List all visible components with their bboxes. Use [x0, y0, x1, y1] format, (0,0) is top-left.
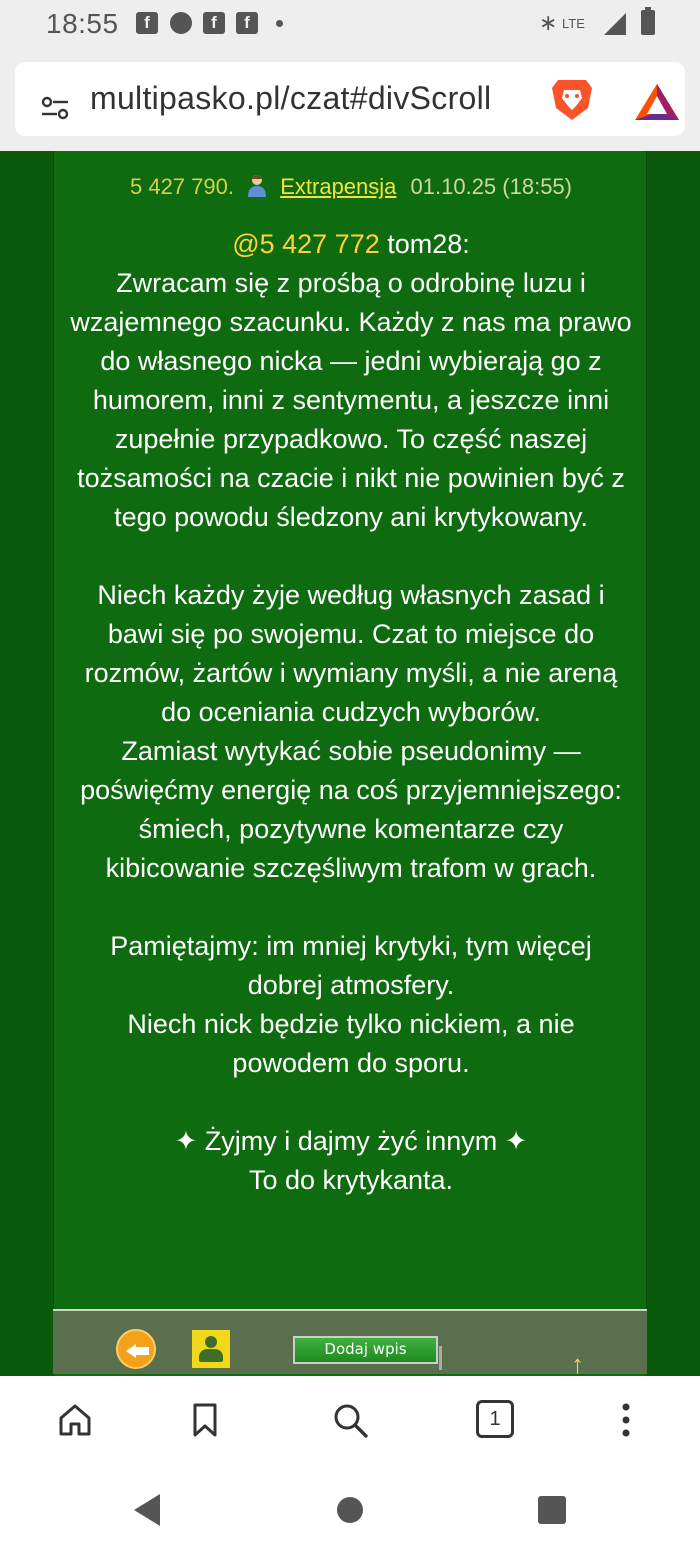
facebook-icon: f — [236, 12, 258, 34]
messenger-icon — [170, 12, 192, 34]
system-nav-bar — [0, 1468, 700, 1555]
bat-rewards-icon[interactable] — [633, 82, 681, 122]
more-menu-icon[interactable] — [606, 1400, 646, 1440]
post-header — [54, 173, 648, 200]
system-back-icon[interactable] — [134, 1494, 160, 1526]
more-notifications-dot — [276, 20, 283, 27]
user-avatar-icon — [246, 173, 268, 197]
network-type: LTE — [562, 16, 585, 31]
status-time: 18:55 — [46, 8, 119, 39]
system-recents-icon[interactable] — [538, 1496, 566, 1524]
tabs-counter-icon[interactable]: 1 — [476, 1400, 514, 1438]
facebook-icon: f — [203, 12, 225, 34]
status-bar — [0, 0, 700, 48]
post-mention-line — [54, 225, 648, 264]
bookmark-icon[interactable] — [185, 1400, 225, 1440]
scroll-up-icon[interactable]: ↑ — [571, 1349, 584, 1376]
bluetooth-icon: ∗ — [539, 10, 558, 35]
search-icon[interactable] — [330, 1400, 370, 1440]
post-username-link[interactable]: Extrapensja — [280, 174, 397, 199]
post-paragraph-4b: Niech nick będzie tylko nickiem, a nie powodem do sporu. — [127, 1009, 575, 1078]
mention-user: tom28: — [387, 229, 470, 259]
post-body — [54, 225, 648, 1200]
browser-toolbar — [0, 48, 700, 151]
site-settings-icon[interactable] — [41, 96, 69, 120]
post-paragraph-3: Zamiast wytykać sobie pseudonimy — poświęćmy energię na coś przyjemniejszego: śmiech, pozytywne komentarze czy kibicowanie szczęśliwym trafom w grach. — [80, 736, 622, 883]
chat-post — [53, 151, 647, 1376]
add-entry-button-edge — [439, 1346, 442, 1370]
home-icon[interactable] — [55, 1400, 95, 1440]
post-number: 5 427 790. — [129, 174, 234, 199]
post-closing-1: ✦ Żyjmy i dajmy żyć innym ✦ — [174, 1126, 528, 1156]
post-paragraph-4a: Pamiętajmy: im mniej krytyki, tym więcej dobrej atmosfery. — [110, 931, 592, 1000]
add-entry-button[interactable]: Dodaj wpis — [293, 1336, 438, 1364]
user-profile-icon[interactable] — [192, 1330, 230, 1368]
chat-page — [0, 151, 700, 1376]
system-home-icon[interactable] — [337, 1497, 363, 1523]
facebook-icon: f — [136, 12, 158, 34]
url-text[interactable]: multipasko.pl/czat#divScroll — [90, 80, 492, 116]
signal-icon — [604, 13, 626, 35]
post-date: 01.10.25 (18:55) — [410, 174, 572, 199]
post-closing-2: To do krytykanta. — [248, 1165, 454, 1195]
address-bar[interactable] — [15, 62, 685, 136]
browser-bottom-nav — [0, 1376, 700, 1468]
back-arrow-icon[interactable] — [116, 1329, 156, 1369]
post-paragraph-1: Zwracam się z prośbą o odrobinę luzu i wzajemnego szacunku. Każdy z nas ma prawo do własnego nicka — jedni wybierają go z humorem, inni z sentymentu, a jeszcze inni zupełnie przypadkowo. To część naszej tożsamości na czacie i nikt nie powinien być z tego powodu śledzony ani krytykowany. — [70, 268, 632, 532]
brave-shields-icon[interactable] — [550, 76, 594, 122]
battery-icon — [641, 10, 655, 35]
post-paragraph-2: Niech każdy żyje według własnych zasad i bawi się po swojemu. Czat to miejsce do rozmów, żartów i wymiany myśli, a nie areną do oceniania cudzych wyborów. — [84, 580, 618, 727]
chat-toolbar — [53, 1309, 647, 1374]
mention-link[interactable]: @5 427 772 — [232, 229, 380, 259]
